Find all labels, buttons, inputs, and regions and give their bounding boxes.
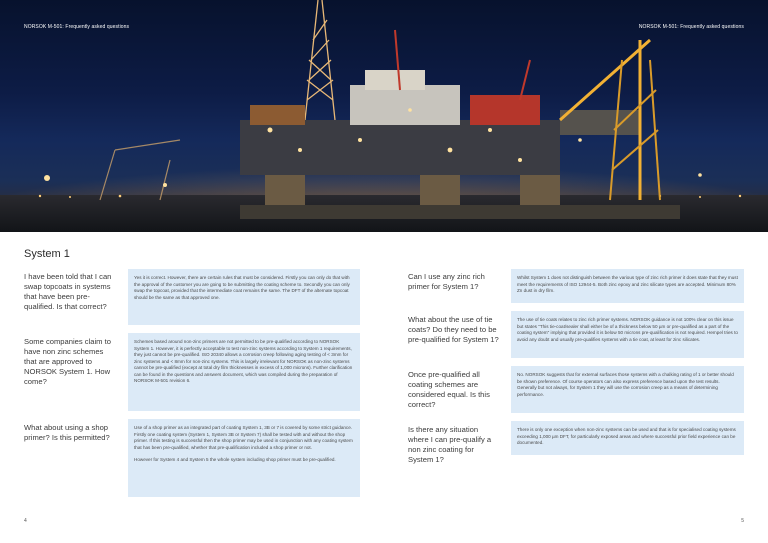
offshore-rig-illustration [0,0,768,232]
section-title: System 1 [24,248,70,260]
answer-shop-primer [128,419,360,497]
page-number-right: 5 [741,518,744,524]
answer-topcoat-swap [128,269,360,325]
answer-paragraph: Use of a shop primer as an integrated part of coating System 1, 3B or 7 is covered by some strict guidance. Firstly one coating system (System 1, System 3B or System 7) shall be tested with and without the shop primer. If this testing is successful then the shop primer may be used in conjunction with any coating system that has been pre-qualified, whether that pre-qualification included a shop primer or not. [134,425,353,450]
question-zinc-rich-primer: Can I use any zinc rich primer for System 1? [408,272,485,291]
answer-paragraph: No. NORSOK suggests that for external surfaces those systems with a chalking rating of 1 or better should be shown preference. Of course operators can also express preference based upon the test results. Generally but not always, for System 1 they will use the corrosion creep as a means of determining performance. [517,372,734,397]
question-non-zinc-schemes: Some companies claim to have non zinc schemes that are approved to NORSOK System 1. How come? [24,337,111,386]
answer-non-zinc-schemes [128,333,360,411]
offshore-rig-photo [0,0,768,232]
answer-paragraph: There is only one exception when non-zinc systems can be used and that is for specialised coating systems exceeding 1,000 µm DFT, for particularly exposed areas and where successful prior field experience can be documented. [517,427,736,445]
answer-zinc-rich-primer [511,269,744,303]
answer-paragraph: However for System 4 and System 5 the whole system including shop primer must be pre-qualified. [134,457,336,462]
running-header-left: NORSOK M-501: Frequently asked questions [24,24,130,30]
running-header-right: NORSOK M-501: Frequently asked questions [638,24,744,30]
question-shop-primer: What about using a shop primer? Is this permitted? [24,423,110,442]
answer-paragraph: The use of tie coats relates to zinc rich primer systems. NORSOK guidance is not 100% clear on this issue but states "This tie-coat/sealer shall either be of a thickness below 50 µm or pre-qualified as a part of the coating system" implying that provided it is below 50 microns pre-qualification is not required. Hempel tries to avoid any doubt and usually pre-qualifies systems with a tie coat, at least for zinc silicates. [517,317,738,342]
answer-paragraph: Whilst System 1 does not distinguish between the various type of zinc rich primer it does state that they must meet the requirements of ISO 12944-5. Both zinc epoxy and zinc silicate types are accepted. Minimum 80% Zn dust in dry film. [517,275,738,293]
answer-non-zinc-pre-qualify [511,421,744,455]
question-non-zinc-pre-qualify: Is there any situation where I can pre-qualify a non zinc coating for System 1? [408,425,492,464]
question-topcoat-swap: I have been told that I can swap topcoats in systems that have been pre-qualified. Is that correct? [24,272,112,311]
answer-paragraph: Yes it is correct. However, there are certain rules that must be considered. Firstly you can only do that with the approval of the customer you are going to be submitting the coating scheme to. Secondly you can only swap the topcoat, provided that the intermediate coat remains the same. The DFT of the alternate topcoat should be the same as that approved one. [134,275,350,300]
answer-schemes-equal [511,366,744,413]
question-schemes-equal: Once pre-qualified all coating schemes are considered equal. Is this correct? [408,370,490,409]
answer-tie-coats [511,311,744,358]
question-tie-coats: What about the use of tie coats? Do they need to be pre-qualified for System 1? [408,315,499,344]
answer-paragraph: Schemes based around non-zinc primers are not permitted to be pre-qualified according to NORSOK System 1. However, it is perfectly acceptable to test non-zinc systems according to System 1 requirements, they just cannot be pre-qualified. ISO 20340 allows a corrosion creep following aging testing of < 3mm for zinc systems and < 8mm for non-zinc systems. This is largely irrelevant for NORSOK as non-zinc systems cannot be pre-qualified (except at total dry film thicknesses in excess of 1,000 microns). Further clarification can be found in the questions and answers document, which was compiled during the preparation of NORSOK M-501 revision 6. [134,339,353,383]
page-number-left: 4 [24,518,27,524]
